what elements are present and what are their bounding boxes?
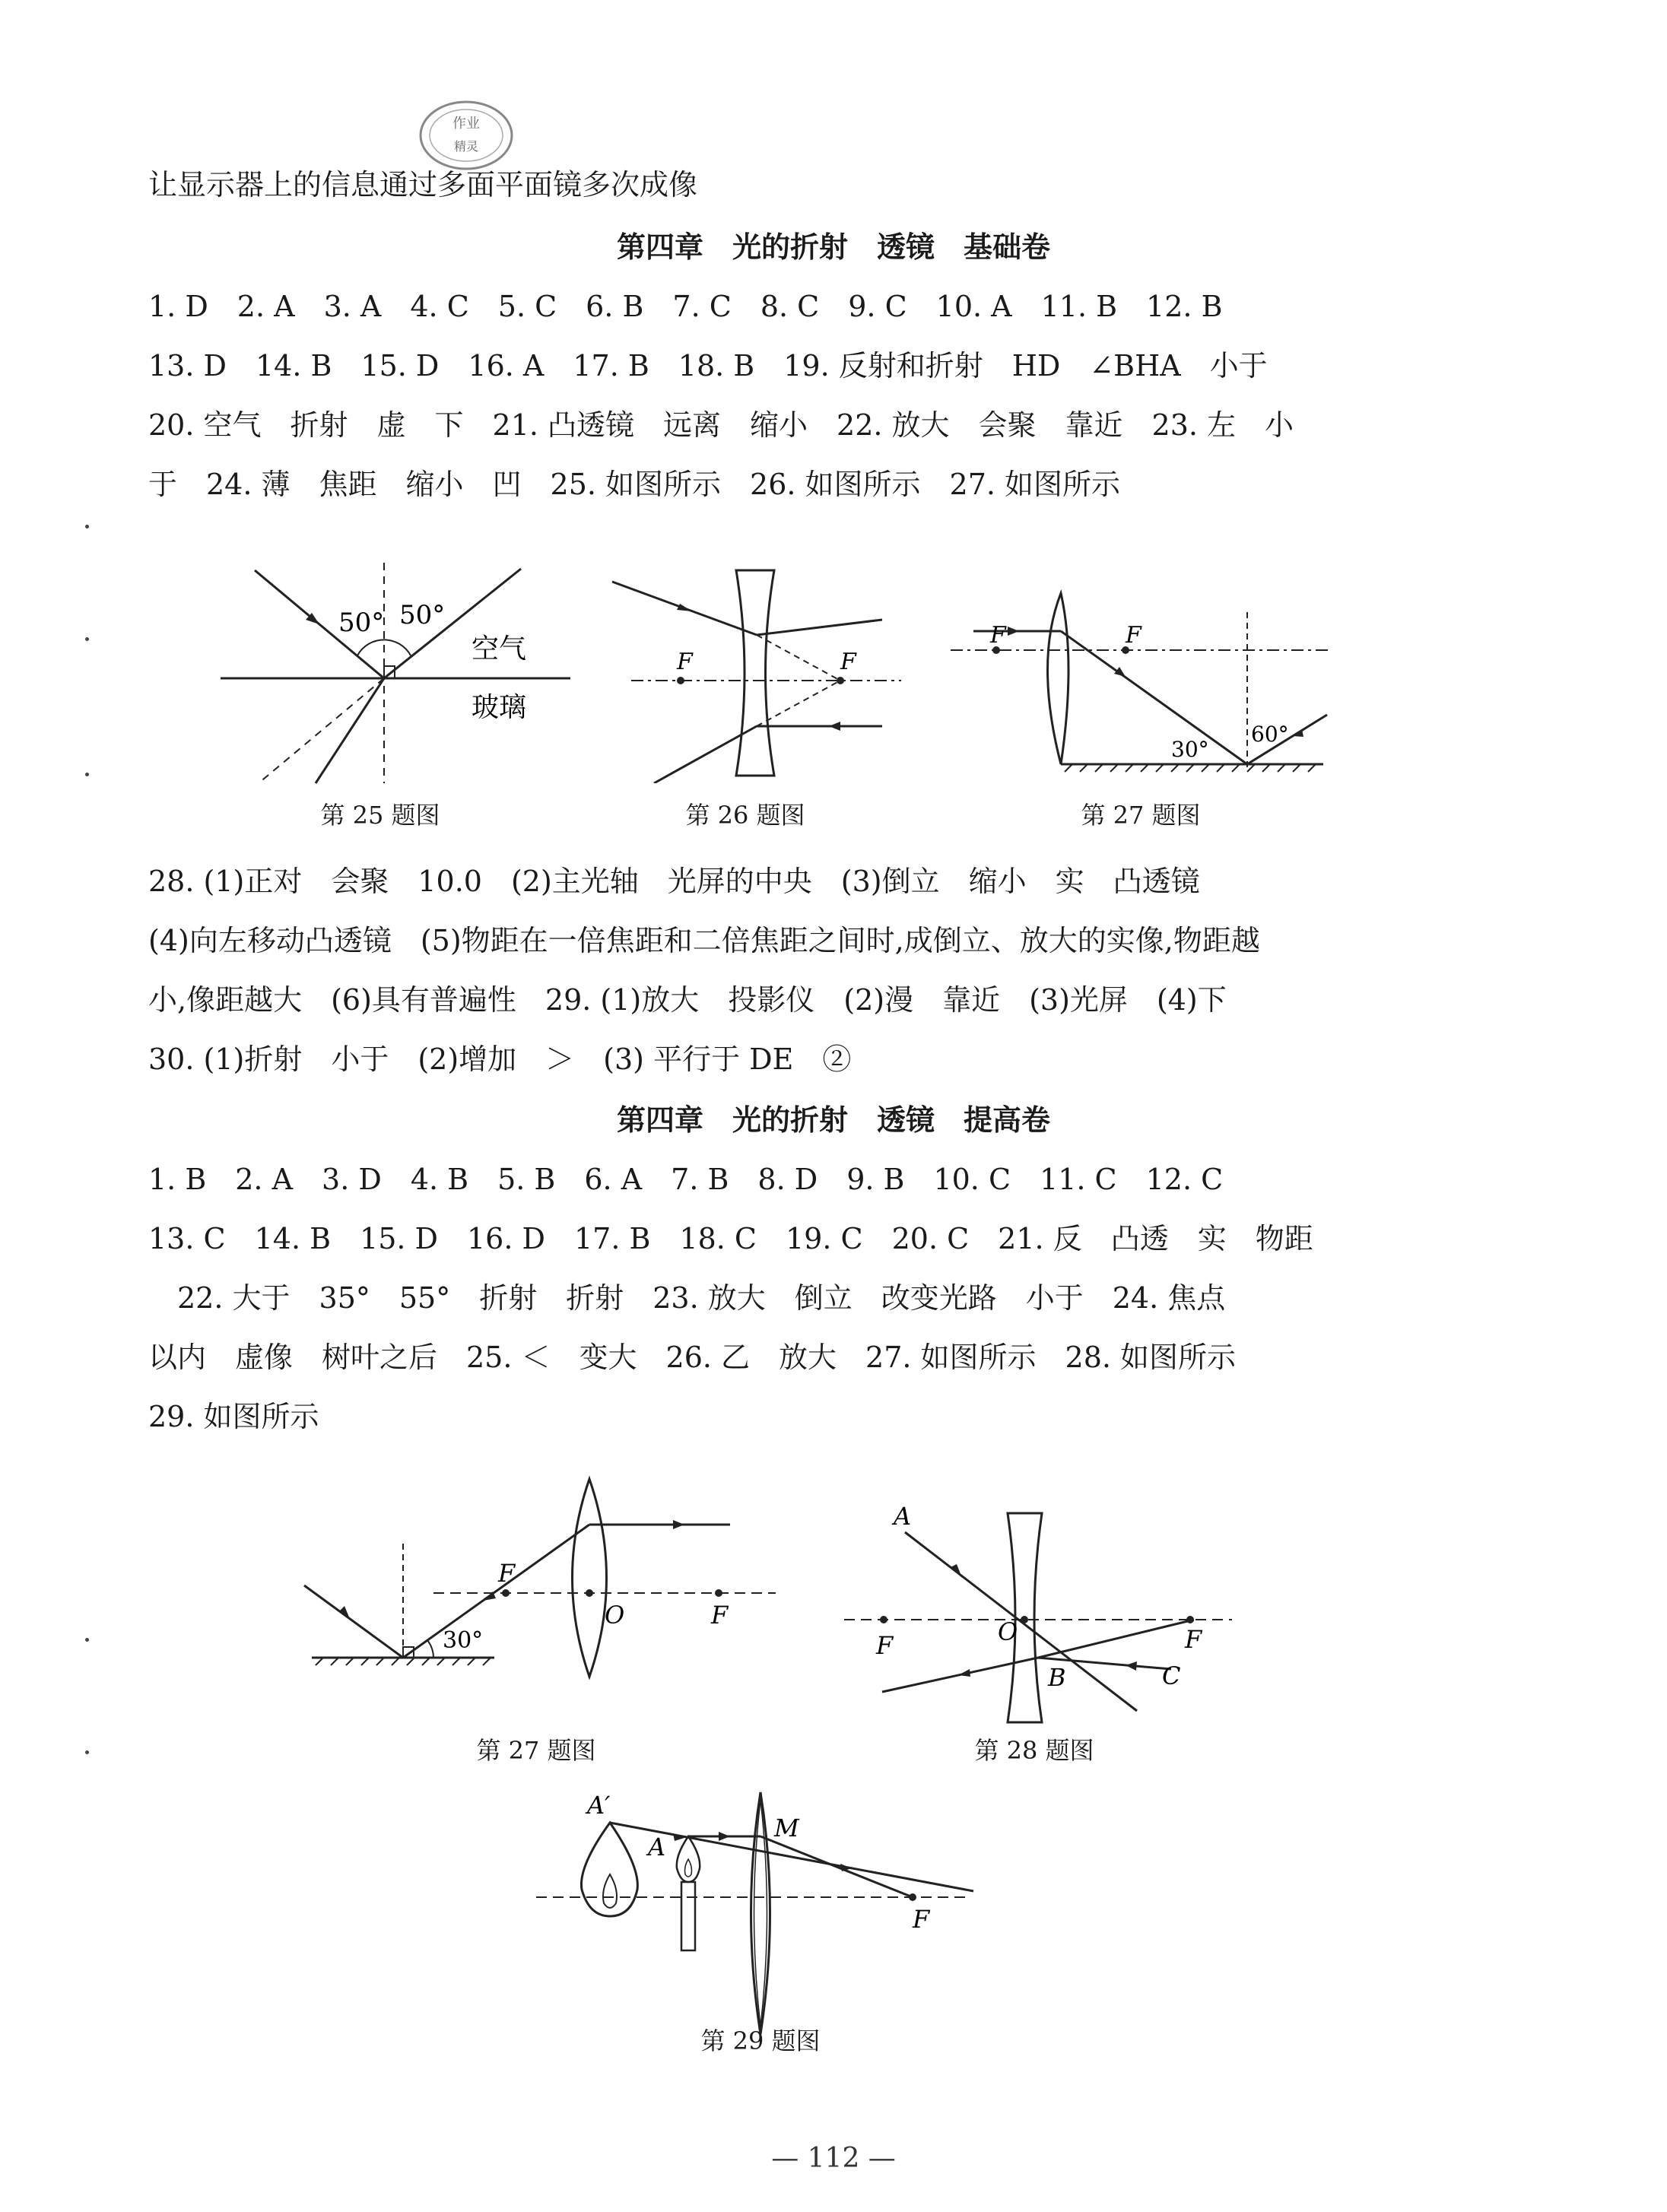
focus-label: F [1126,622,1141,649]
margin-dot [85,525,89,528]
margin-dot [85,637,89,641]
focus-label: F [840,649,856,675]
angle-label: 50° [338,608,385,638]
figure-29-caption: 第 29 题图 [700,2026,821,2055]
object-label: A [648,1833,666,1861]
answer-line: 29. 如图所示 [148,1400,319,1433]
answer-line: 1. D 2. A 3. A 4. C 5. C 6. B 7. C 8. C 9. C 10. A 11. B 12. B [148,290,1223,323]
focus-label: F [498,1559,516,1588]
margin-dot [85,773,89,776]
answer-line: 以内 虚像 树叶之后 25. ＜ 变大 26. 乙 放大 27. 如图所示 28. 如图所示 [148,1341,1237,1374]
center-label: O [998,1617,1018,1646]
image-label: A′ [587,1791,611,1820]
intro-line: 让显示器上的信息通过多面平面镜多次成像 [148,168,698,202]
point-label: A [894,1502,912,1531]
angle-label: 30° [1171,737,1209,762]
angle-label: 30° [443,1627,484,1654]
margin-dot [85,1638,89,1642]
center-label: O [605,1601,625,1630]
focus-label: F [876,1631,894,1660]
medium-label: 空气 [472,633,527,665]
answer-line: 30. (1)折射 小于 (2)增加 ＞ (3) 平行于 DE ② [148,1043,852,1076]
page-number: — 112 — [771,2143,896,2174]
figure-26-caption: 第 26 题图 [685,801,805,830]
medium-label: 玻璃 [472,692,527,723]
answer-line: 22. 大于 35° 55° 折射 折射 23. 放大 倒立 改变光路 小于 24. 焦点 [148,1281,1226,1315]
figure-29 [532,1783,989,2042]
figure-25 [213,555,578,791]
answer-line: 于 24. 薄 焦距 缩小 凹 25. 如图所示 26. 如图所示 27. 如图所示 [148,468,1121,501]
figure-28 [837,1502,1240,1730]
answer-line: 28. (1)正对 会聚 10.0 (2)主光轴 光屏的中央 (3)倒立 缩小 实 凸透镜 [148,865,1200,898]
answer-line: (4)向左移动凸透镜 (5)物距在一倍焦距和二倍焦距之间时,成倒立、放大的实像,物距越 [148,924,1260,957]
svg-text:精灵: 精灵 [453,139,479,154]
section-heading-advanced: 第四章 光的折射 透镜 提高卷 [616,1103,1050,1137]
answer-line: 20. 空气 折射 虚 下 21. 凸透镜 远离 缩小 22. 放大 会聚 靠近 23. 左 小 [148,408,1294,442]
homework-stamp [417,97,516,173]
figure-28-caption: 第 28 题图 [974,1736,1094,1765]
figure-25-caption: 第 25 题图 [320,801,440,830]
focus-label: F [990,622,1006,649]
figure-26 [608,563,913,783]
point-label: C [1162,1661,1181,1690]
figure-27-advanced [297,1471,791,1684]
answer-line: 1. B 2. A 3. D 4. B 5. B 6. A 7. B 8. D 9. B 10. C 11. C 12. C [148,1163,1224,1196]
answer-line: 13. C 14. B 15. D 16. D 17. B 18. C 19. C 20. C 21. 反 凸透 实 物距 [148,1222,1313,1255]
focus-label: F [913,1905,930,1934]
point-label: B [1048,1663,1066,1692]
section-heading-basic: 第四章 光的折射 透镜 基础卷 [616,230,1050,264]
focus-label: F [1185,1625,1202,1654]
answer-line: 小,像距越大 (6)具有普遍性 29. (1)放大 投影仪 (2)漫 靠近 (3)光屏 (4)下 [148,983,1227,1017]
angle-label: 60° [1251,722,1289,747]
answer-line: 13. D 14. B 15. D 16. A 17. B 18. B 19. 反射和折射 HD ∠BHA 小于 [148,349,1268,382]
figure-27-advanced-caption: 第 27 题图 [476,1736,596,1765]
lens-label: M [774,1814,799,1842]
margin-dot [85,1750,89,1754]
focus-label: F [711,1601,729,1630]
figure-27-basic-caption: 第 27 题图 [1081,801,1201,830]
svg-text:作业: 作业 [452,116,480,132]
focus-label: F [677,649,693,675]
figure-27-basic [943,578,1338,783]
angle-label: 50° [399,600,446,630]
